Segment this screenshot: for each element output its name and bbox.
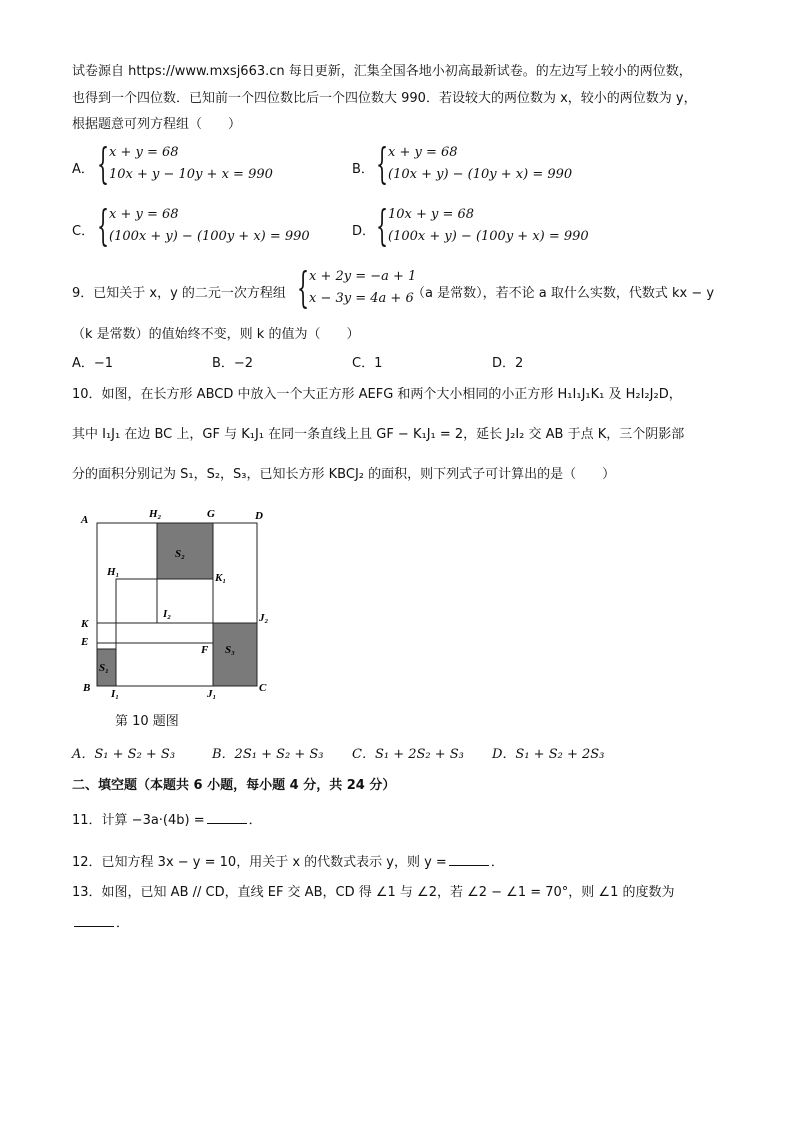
q10-option-b[interactable]: B．2S₁ + S₂ + S₃ [212, 747, 324, 762]
q10-text-line-2: 其中 I₁J₁ 在边 BC 上，GF 与 K₁J₁ 在同一条直线上且 GF − K₁J₁ = 2，延长 J₂I₂ 交 AB 于点 K，三个阴影部 [72, 427, 685, 442]
q11-period: ． [248, 813, 262, 828]
q10-option-a[interactable]: A．S₁ + S₂ + S₃ [72, 747, 176, 762]
q8-option-b-label[interactable]: B． [352, 162, 374, 177]
label-s3: S₃ [225, 644, 235, 656]
label-f: F [201, 644, 209, 656]
label-j1: J₁ [207, 688, 217, 700]
shaded-square-s3 [213, 623, 257, 686]
label-i2: I₂ [163, 608, 172, 620]
q10-text-line-1: 10．如图，在长方形 ABCD 中放入一个大正方形 AEFG 和两个大小相同的小正方形 H₁I₁J₁K₁ 及 H₂I₂J₂D， [72, 387, 682, 402]
shaded-square-s2 [157, 523, 213, 579]
q13-line-2 [72, 912, 129, 931]
square-h1i1j1k1 [116, 579, 213, 686]
q8-option-b-system: { x + y = 68 (10x + y) − (10y + x) = 990 [376, 139, 573, 188]
label-h2: H₂ [149, 508, 162, 520]
q8-option-a-eq2: 10x + y − 10y + x = 990 [109, 167, 273, 182]
q8-option-a-system: { x + y = 68 10x + y − 10y + x = 990 [97, 139, 273, 188]
q12-answer-blank[interactable] [449, 853, 489, 866]
q11-text: 11．计算 −3a·(4b) = [72, 813, 205, 828]
q8-option-c-eq1: x + y = 68 [109, 207, 179, 222]
header-source-line: 试卷源自 https://www.mxsj663.cn 每日更新，汇集全国各地小初高最新试卷。的左边写上较小的两位数， [72, 64, 692, 79]
label-s2: S₂ [175, 548, 185, 560]
section-2-title: 二、填空题（本题共 6 小题，每小题 4 分，共 24 分） [72, 778, 396, 793]
label-s1: S₁ [99, 662, 109, 674]
q8-option-d-eq2: (100x + y) − (100y + x) = 990 [388, 229, 589, 244]
q9-option-d[interactable]: D．2 [492, 356, 524, 371]
q10-text-line-3: 分的面积分别记为 S₁，S₂，S₃，已知长方形 KBCJ₂ 的面积，则下列式子可计算出的是（ ） [72, 467, 616, 482]
q12-text: 12．已知方程 3x − y = 10，用关于 x 的代数式表示 y，则 y = [72, 855, 447, 870]
q8-option-d-system: { 10x + y = 68 (100x + y) − (100y + x) = 990 [376, 201, 589, 250]
q8-option-a-eq1: x + y = 68 [109, 145, 179, 160]
label-b: B [83, 682, 91, 694]
q8-option-c-label[interactable]: C． [72, 224, 95, 239]
label-c: C [259, 682, 267, 694]
q10-option-d[interactable]: D．S₁ + S₂ + 2S₃ [492, 747, 605, 762]
q9-option-b[interactable]: B．−2 [212, 356, 254, 371]
label-h1: H₁ [107, 566, 120, 578]
label-k: K [81, 618, 89, 630]
q8-option-c-eq2: (100x + y) − (100y + x) = 990 [109, 229, 310, 244]
q13-answer-blank[interactable] [74, 914, 114, 927]
q11-answer-blank[interactable] [207, 811, 247, 824]
label-i1: I₁ [111, 688, 120, 700]
q9-system: { x + 2y = −a + 1 x − 3y = 4a + 6 [297, 263, 417, 312]
label-g: G [207, 508, 215, 520]
q9-option-a[interactable]: A．−1 [72, 356, 114, 371]
q8-text-line-3: 根据题意可列方程组（ ） [72, 117, 242, 132]
q8-option-d-label[interactable]: D． [352, 224, 376, 239]
q8-option-c-system: { x + y = 68 (100x + y) − (100y + x) = 990 [97, 201, 310, 250]
q9-condition: （a 是常数），若不论 a 取什么实数，代数式 kx − y [412, 286, 715, 301]
q13-text-line-1: 13．如图，已知 AB // CD，直线 EF 交 AB，CD 得 ∠1 与 ∠2，若 ∠2 − ∠1 = 70°，则 ∠1 的度数为 [72, 885, 675, 900]
q8-text-line-2: 也得到一个四位数．已知前一个四位数比后一个四位数大 990．若设较大的两位数为 x，较小的两位数为 y， [72, 91, 697, 106]
q12 [72, 851, 504, 870]
q11 [72, 809, 262, 828]
label-d: D [255, 510, 263, 522]
q12-period: ． [490, 855, 504, 870]
q13-period: ． [116, 916, 130, 931]
label-k1: K₁ [215, 572, 227, 584]
label-e: E [81, 636, 89, 648]
label-j2: J₂ [259, 612, 269, 624]
q9-option-c[interactable]: C．1 [352, 356, 383, 371]
q9-text-line-2: （k 是常数）的值始终不变，则 k 的值为（ ） [72, 327, 360, 342]
q9-intro: 9．已知关于 x，y 的二元一次方程组 [72, 286, 286, 301]
q10-option-c[interactable]: C．S₁ + 2S₂ + S₃ [352, 747, 464, 762]
q10-figure-caption: 第 10 题图 [115, 714, 179, 729]
q8-option-b-eq2: (10x + y) − (10y + x) = 990 [388, 167, 573, 182]
q10-figure [75, 505, 285, 705]
q9-eq2: x − 3y = 4a + 6 [309, 291, 414, 306]
q8-option-d-eq1: 10x + y = 68 [388, 207, 475, 222]
q8-option-b-eq1: x + y = 68 [388, 145, 458, 160]
label-a: A [81, 514, 89, 526]
q9-eq1: x + 2y = −a + 1 [309, 269, 417, 284]
q8-option-a-label[interactable]: A． [72, 162, 94, 177]
